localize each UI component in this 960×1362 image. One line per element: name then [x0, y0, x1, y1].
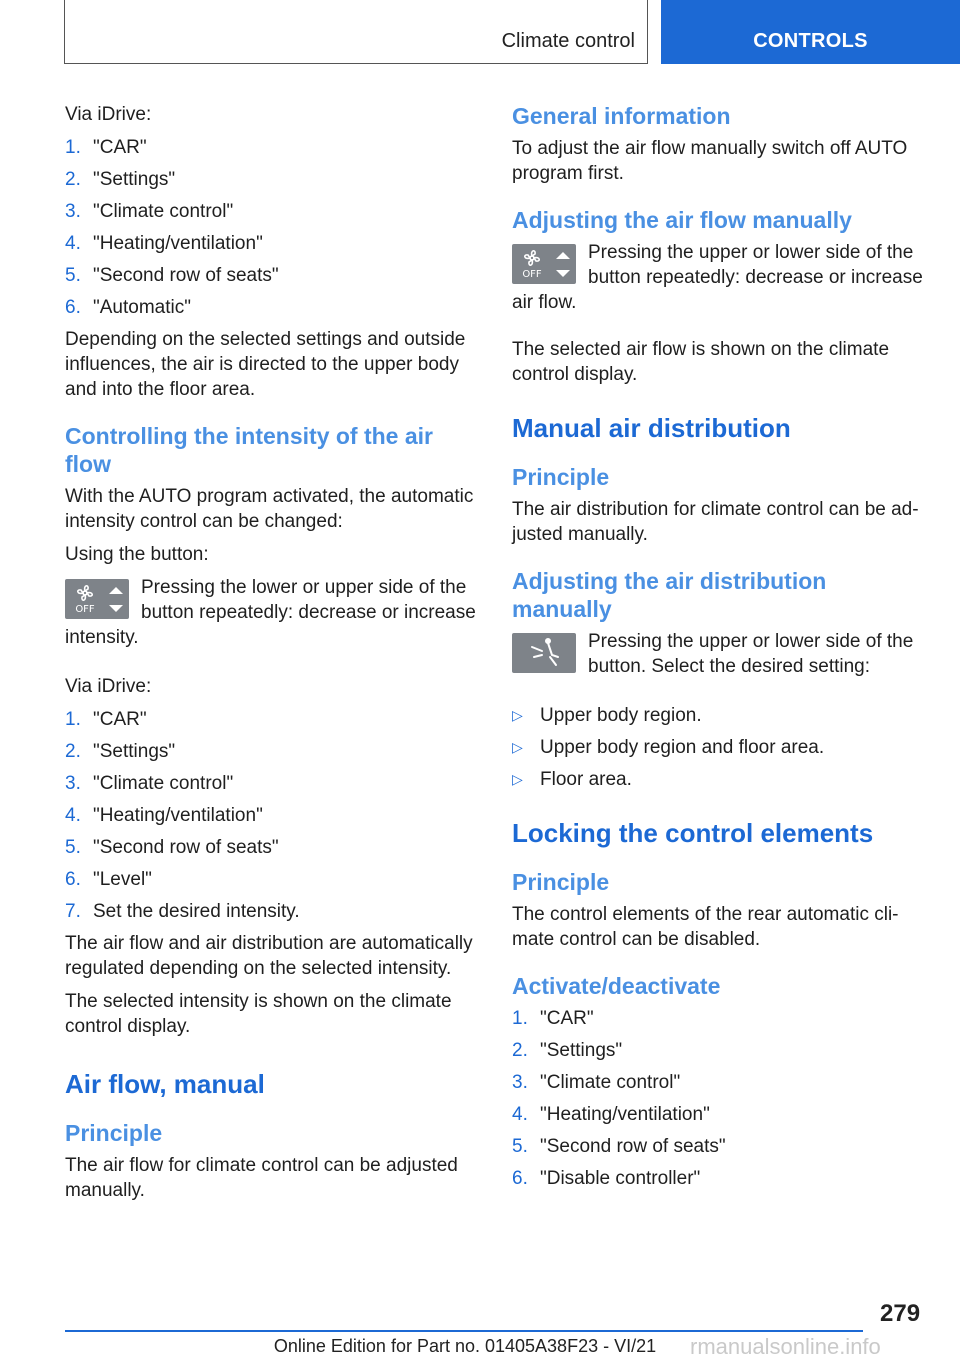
- step-number: 3.: [512, 1072, 528, 1093]
- right-column: [512, 102, 930, 1198]
- step-item: [65, 707, 483, 732]
- step-item: [65, 231, 483, 256]
- step-text: "Climate control": [93, 773, 234, 794]
- step-text: "CAR": [93, 137, 147, 158]
- using-button-label: Using the button:: [65, 544, 209, 565]
- header-tab-controls: CONTROLS: [661, 0, 960, 64]
- heading-principle-airflow: Principle: [65, 1120, 163, 1146]
- step-item: [512, 1102, 930, 1127]
- step-number: 5.: [512, 1136, 528, 1157]
- step-number: 2.: [65, 741, 81, 762]
- fan-button-icon: [65, 579, 129, 619]
- step-number: 3.: [65, 773, 81, 794]
- bullet-text: Upper body region and floor area.: [540, 737, 825, 758]
- step-number: 4.: [65, 805, 81, 826]
- intensity-display-paragraph: The selected intensity is shown on the climate control display.: [65, 991, 452, 1037]
- idrive-steps-automatic: [65, 135, 483, 320]
- step-number: 2.: [65, 169, 81, 190]
- step-item: [65, 167, 483, 192]
- footer-edition: Online Edition for Part no. 01405A38F23 - VI/21: [273, 1336, 657, 1356]
- step-item: [65, 295, 483, 320]
- svg-text:OFF: OFF: [75, 604, 95, 615]
- step-text: "Climate control": [540, 1072, 681, 1093]
- step-text: "Heating/ventilation": [93, 233, 263, 254]
- step-number: 5.: [65, 265, 81, 286]
- step-text: "Heating/ventilation": [93, 805, 263, 826]
- distribution-principle-paragraph: The air distribution for climate control can be ad‐justed manually.: [512, 499, 919, 545]
- step-number: 2.: [512, 1040, 528, 1061]
- step-item: [512, 1006, 930, 1031]
- heading-principle-distribution: Principle: [512, 464, 610, 490]
- airflow-button-paragraph: [512, 240, 930, 315]
- step-item: [512, 1070, 930, 1095]
- svg-text:OFF: OFF: [522, 269, 542, 280]
- heading-intensity: Controlling the intensity of the air flow: [65, 423, 433, 477]
- regulated-paragraph: The air flow and air distribution are automatically regulated depending on the selected intensity.: [65, 933, 473, 979]
- step-number: 6.: [512, 1168, 528, 1189]
- airflow-button-text: Pressing the upper or lower side of the button repeatedly: decrease or increase air flow.: [512, 242, 923, 313]
- distribution-button-paragraph: [512, 629, 930, 679]
- heading-adjust-air-flow: Adjusting the air flow manually: [512, 207, 852, 233]
- step-text: Set the desired intensity.: [93, 901, 300, 922]
- step-text: "Disable controller": [540, 1168, 701, 1189]
- step-number: 1.: [65, 137, 81, 158]
- left-column: [65, 102, 483, 1211]
- page-number: 279: [880, 1300, 921, 1327]
- heading-adjust-distribution: Adjusting the air distribution manually: [512, 568, 827, 622]
- bullet-item: [512, 735, 930, 760]
- triangle-bullet-icon: ▷: [512, 771, 523, 787]
- step-text: "Climate control": [93, 201, 234, 222]
- step-item: [65, 135, 483, 160]
- airflow-principle-paragraph: The air flow for climate control can be adjusted manually.: [65, 1155, 458, 1201]
- step-text: "Level": [93, 869, 152, 890]
- bullet-text: Upper body region.: [540, 705, 702, 726]
- distribution-paragraph: Depending on the selected settings and outside influences, the air is directed to the upper body and into the floor area.: [65, 329, 466, 400]
- step-item: [512, 1166, 930, 1191]
- intensity-button-text: Pressing the lower or upper side of the button repeatedly: decrease or increase intensity.: [65, 577, 476, 648]
- step-text: "Second row of seats": [93, 265, 279, 286]
- distribution-button-text: Pressing the upper or lower side of the button. Select the desired setting:: [588, 631, 914, 677]
- step-number: 4.: [512, 1104, 528, 1125]
- heading-air-flow-manual: Air flow, manual: [65, 1069, 265, 1099]
- step-number: 4.: [65, 233, 81, 254]
- heading-locking-controls: Locking the control elements: [512, 818, 874, 848]
- idrive-steps-disable: [512, 1006, 930, 1191]
- auto-program-paragraph: With the AUTO program activated, the automatic intensity control can be changed:: [65, 486, 474, 532]
- step-item: [65, 263, 483, 288]
- step-text: "Automatic": [93, 297, 191, 318]
- step-text: "Second row of seats": [540, 1136, 726, 1157]
- intensity-button-paragraph: [65, 575, 483, 650]
- step-text: "CAR": [540, 1008, 594, 1029]
- via-idrive-label-2: Via iDrive:: [65, 676, 152, 697]
- step-item: [65, 803, 483, 828]
- footer-divider: [65, 1330, 863, 1332]
- step-item: [65, 835, 483, 860]
- air-distribution-icon: [512, 633, 576, 673]
- step-item: [512, 1038, 930, 1063]
- heading-principle-locking: Principle: [512, 869, 610, 895]
- airflow-display-paragraph: The selected air flow is shown on the climate control display.: [512, 339, 890, 385]
- heading-manual-air-distribution: Manual air distribution: [512, 413, 791, 443]
- step-item: [65, 199, 483, 224]
- step-number: 1.: [512, 1008, 528, 1029]
- step-text: "CAR": [93, 709, 147, 730]
- footer-watermark: rmanualsonline.info: [690, 1334, 881, 1359]
- header-section-title: Climate control: [501, 30, 635, 52]
- step-text: "Heating/ventilation": [540, 1104, 710, 1125]
- step-item: [65, 899, 483, 924]
- bullet-text: Floor area.: [540, 769, 632, 790]
- step-text: "Settings": [93, 169, 176, 190]
- via-idrive-label: Via iDrive:: [65, 104, 152, 125]
- heading-activate-deactivate: Activate/deactivate: [512, 973, 721, 999]
- triangle-bullet-icon: ▷: [512, 739, 523, 755]
- step-number: 3.: [65, 201, 81, 222]
- step-number: 1.: [65, 709, 81, 730]
- distribution-options-list: [512, 703, 930, 792]
- step-item: [65, 739, 483, 764]
- fan-button-icon-2: [512, 244, 576, 284]
- step-text: "Second row of seats": [93, 837, 279, 858]
- step-text: "Settings": [540, 1040, 623, 1061]
- step-text: "Settings": [93, 741, 176, 762]
- general-info-paragraph: To adjust the air flow manually switch off AUTO program first.: [512, 138, 908, 184]
- step-item: [65, 771, 483, 796]
- bullet-item: [512, 767, 930, 792]
- step-number: 6.: [65, 297, 81, 318]
- header-box: [64, 0, 648, 64]
- step-number: 7.: [65, 901, 81, 922]
- locking-principle-paragraph: The control elements of the rear automatic cli‐mate control can be disabled.: [512, 904, 899, 950]
- step-number: 6.: [65, 869, 81, 890]
- triangle-bullet-icon: ▷: [512, 707, 523, 723]
- heading-general-information: General information: [512, 103, 731, 129]
- step-item: [65, 867, 483, 892]
- idrive-steps-level: [65, 707, 483, 924]
- bullet-item: [512, 703, 930, 728]
- step-item: [512, 1134, 930, 1159]
- step-number: 5.: [65, 837, 81, 858]
